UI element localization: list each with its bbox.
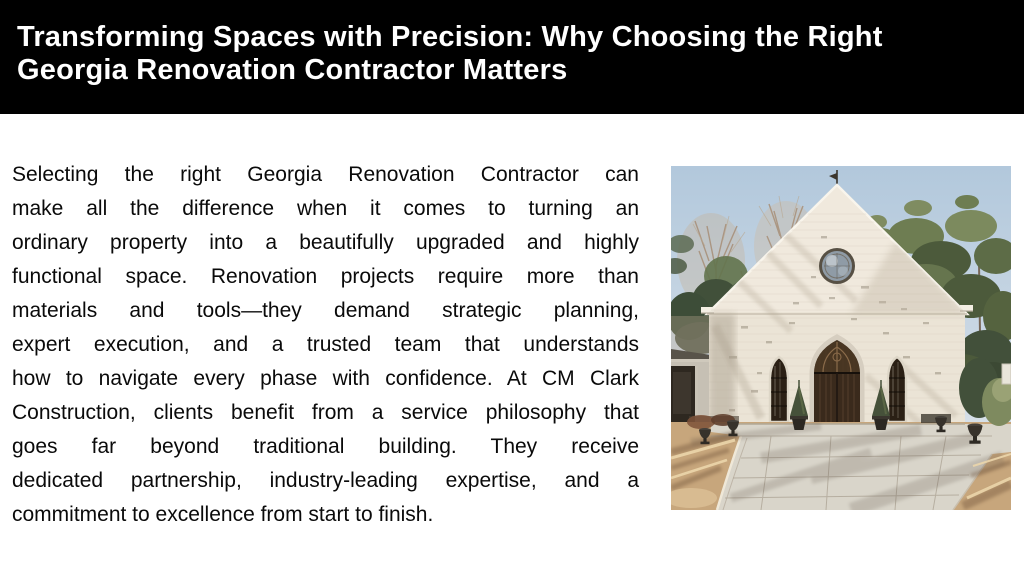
entrance-door [810,337,864,426]
side-window-left [770,357,788,422]
page-title-line-2: Georgia Renovation Contractor Matters [17,54,568,86]
body-text-line: functional space. Renovation projects require more than [12,265,639,288]
body-paragraph [12,158,639,532]
body-text-line: Construction, clients benefit from a service philosophy that [12,401,639,424]
ground [671,422,1011,510]
body-text-line: make all the difference when it comes to turning an [12,197,639,220]
white-pillar [1002,364,1011,384]
body-text-line: goes far beyond traditional building. They receive [12,435,639,458]
side-window-right [888,357,906,422]
title-bar [0,0,1024,114]
body-text-line: how to navigate every phase with confidence. At CM Clark [12,367,639,390]
side-building-left [671,349,711,424]
body-text-line: commitment to excellence from start to finish. [12,503,434,526]
chapel-photo [671,166,1011,510]
body-text-line: materials and tools—they demand strategic planning, [12,299,639,322]
body-text-line: expert execution, and a trusted team that understands [12,333,639,356]
body-text-line: ordinary property into a beautifully upgraded and highly [12,231,639,254]
body-text-line: Selecting the right Georgia Renovation Contractor can [12,163,639,186]
page-title-line-1: Transforming Spaces with Precision: Why Choosing the Right [17,21,883,53]
rose-window [821,250,854,283]
body-text-line: dedicated partnership, industry-leading expertise, and a [12,469,639,492]
